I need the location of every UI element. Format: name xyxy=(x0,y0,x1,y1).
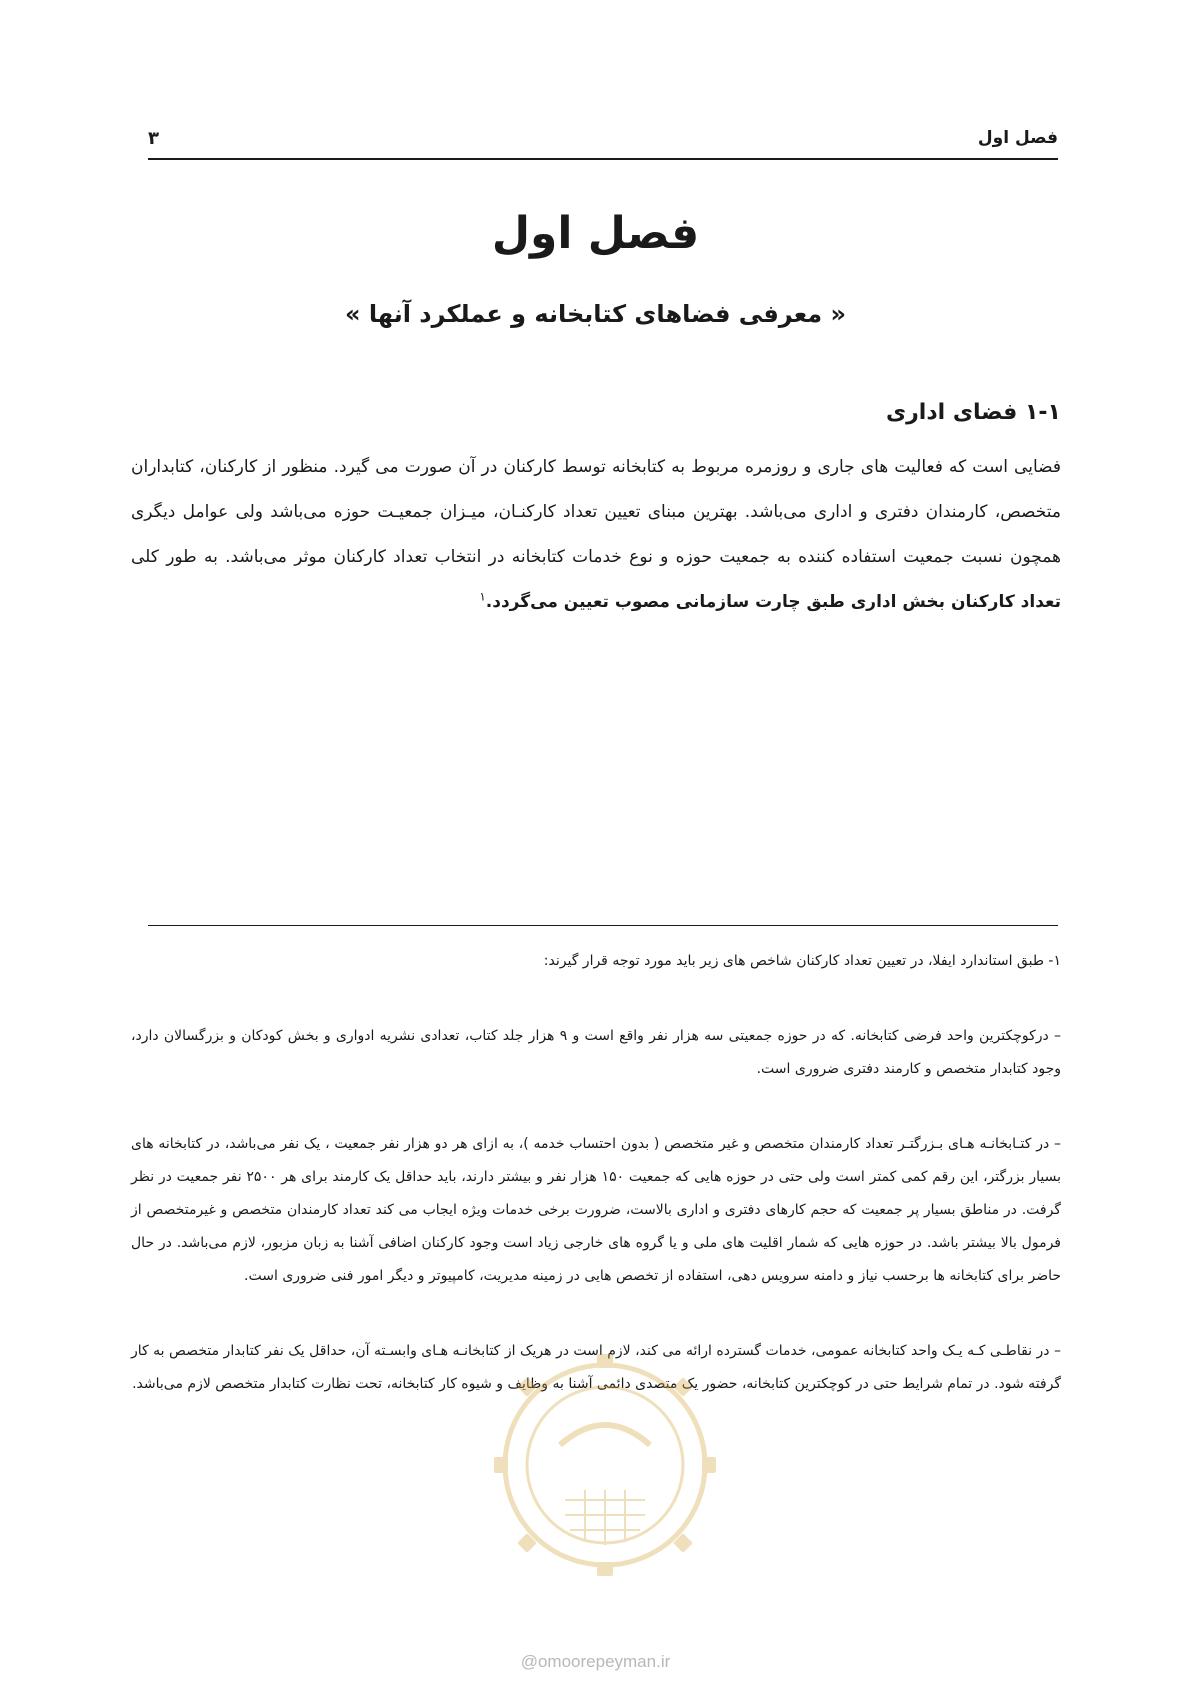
section-heading: ۱-۱ فضای اداری xyxy=(885,400,1061,425)
footnote-reference: ۱ xyxy=(479,589,486,604)
chapter-title: فصل اول xyxy=(491,208,700,259)
section-body xyxy=(131,445,1061,625)
footnote-item: – درکوچکترین واحد فرضی کتابخانه. که در حوزه جمعیتی سه هزار نفر واقع است و ۹ هزار جلد کتاب، تعدادی نشریه ادواری و بخش کودکان و بزرگسالان دارد، وجود کتابدار متخصص و کارمند دفتری ضروری است. xyxy=(131,1028,1061,1077)
running-title: فصل اول xyxy=(977,128,1058,148)
section-body-text: فضایی است که فعالیت های جاری و روزمره مربوط به کتابخانه توسط کارکنان در آن صورت می گیرد. منظور از کارکنان، کتابداران متخصص، کارمندان دفتری و اداری می‌باشد. بهترین مبنای تعیین تعداد کارکنـان، میـزان جمعیـت حوزه می‌باشد ولی عوامل دیگری همچون نسبت جمعیت استفاده کننده به جمعیت حوزه و نوع خدمات کتابخانه در انتخاب تعداد کارکنان موثر می‌باشد. به طور کلی xyxy=(131,457,1061,567)
footnote-item: – در نقاطـی کـه یـک واحد کتابخانه عمومی، خدمات گسترده ارائه می کند، لازم است در هریک از کتابخانـه هـای وابسـته آن، حداقل یک نفر کتابدار متخصص به کار گرفته شود. در تمام شرایط حتی در کوچکترین کتابخانه، حضور یک متصدی دائمی آشنا به وظایف و شیوه کار کتابخانه، تحت نظارت کتابدار متخصص لازم می‌باشد. xyxy=(131,1343,1061,1392)
footnote-separator xyxy=(148,925,1058,926)
footnotes xyxy=(131,945,1061,1443)
chapter-subtitle: « معرفی فضاهای کتابخانه و عملکرد آنها » xyxy=(345,300,846,328)
footnote-intro: ۱- طبق استاندارد ایفلا، در تعیین تعداد کارکنان شاخص های زیر باید مورد توجه قرار گیرند: xyxy=(543,953,1061,969)
footnote-item: – در کتـابخانـه هـای بـزرگتـر تعداد کارمندان متخصص و غیر متخصص ( بدون احتساب خدمه )، به ازای هر دو هزار نفر جمعیت ، یک نفر می‌باشد، در کتابخانه های بسیار بزرگتر، این رقم کمی کمتر است ولی حتی در حوزه هایی که جمعیت ۱۵۰ هزار نفر و بیشتر دارند، باید حداقل یک کارمند برای هر ۲۵۰۰ نفر جمعیت در نظر گرفت. در مناطق بسیار پر جمعیت که حجم کارهای دفتری و اداری بالاست، ضرورت برخی خدمات ویژه ایجاب می کند تعداد کارمندان متخصص و غیرمتخصص از فرمول بالا بیشتر باشد. در حوزه هایی که شمار اقلیت های ملی و یا گروه های خارجی زیاد است وجود کارکنان اضافی آشنا به زبان مزبور، لازم می‌باشد. در حال حاضر برای کتابخانه ها برحسب نیاز و دامنه سرویس دهی، استفاده از تخصص هایی در زمینه مدیریت، کامپیوتر و دیگر امور فنی ضروری است. xyxy=(131,1136,1061,1284)
section-body-emphasis: تعداد کارکنان بخش اداری طبق چارت سازمانی مصوب تعیین می‌گردد. xyxy=(485,592,1061,612)
page-number: ۳ xyxy=(148,128,159,149)
watermark-url: @omoorepeyman.ir xyxy=(520,1652,671,1671)
running-header xyxy=(148,128,1058,160)
